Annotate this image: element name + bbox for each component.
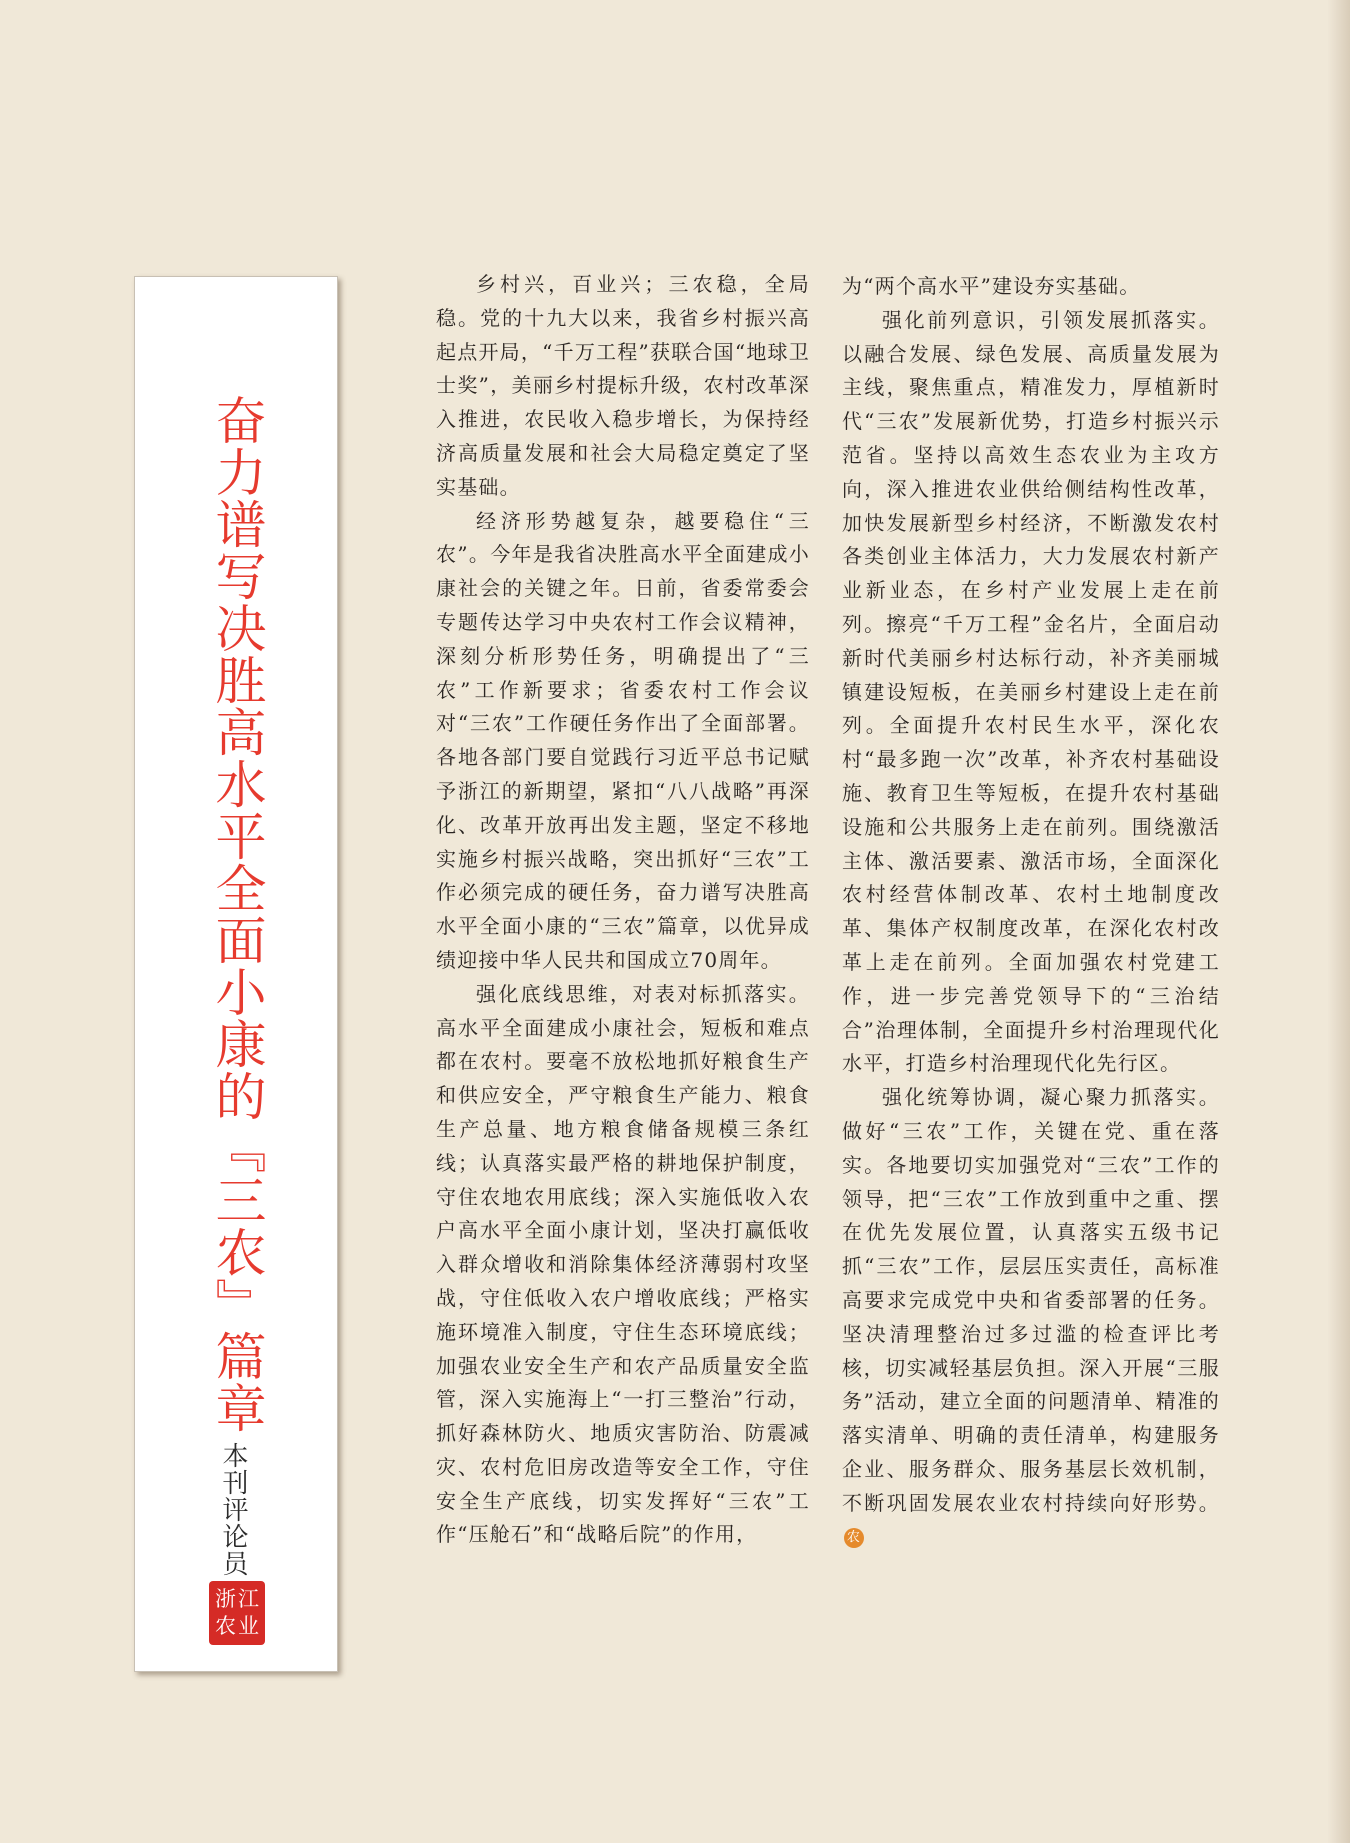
article-title: 奋力谱写决胜高水平全面小康的『三农』篇章	[206, 394, 265, 1434]
page-edge-shadow	[1328, 0, 1350, 1843]
end-mark-icon: 农	[844, 1528, 864, 1548]
paragraph: 强化底线思维，对表对标抓落实。高水平全面建成小康社会，短板和难点都在农村。要毫不放松地抓好粮食生产和供应安全，严守粮食生产能力、粮食生产总量、地方粮食储备规模三条红线；认真落实最严格的耕地保护制度，守住农地农用底线；深入实施低收入农户高水平全面小康计划，坚决打赢低收入群众增收和消除集体经济薄弱村攻坚战，守住低收入农户增收底线；严格实施环境准入制度，守住生态环境底线；加强农业安全生产和农产品质量安全监管，深入实施海上“一打三整治”行动，抓好森林防火、地质灾害防治、防震减灾、农村危旧房改造等安全工作，守住安全生产底线，切实发挥好“三农”工作“压舱石”和“战略后院”的作用，	[436, 981, 810, 1547]
byline: 本刊评论员	[218, 1442, 248, 1577]
text-column-2	[842, 270, 1220, 1554]
seal-stamp: 浙 江 农 业	[209, 1581, 265, 1645]
paragraph: 经济形势越复杂，越要稳住“三农”。今年是我省决胜高水平全面建成小康社会的关键之年。日前，省委常委会专题传达学习中央农村工作会议精神，深刻分析形势任务，明确提出了“三农”工作新要求；省委农村工作会议对“三农”工作硬任务作出了全面部署。各地各部门要自觉践行习近平总书记赋予浙江的新期望，紧扣“八八战略”再深化、改革开放再出发主题，坚定不移地实施乡村振兴战略，突出抓好“三农”工作必须完成的硬任务，奋力谱写决胜高水平全面小康的“三农”篇章，以优异成绩迎接中华人民共和国成立70周年。	[436, 508, 810, 972]
paragraph-text: 强化统筹协调，凝心聚力抓落实。做好“三农”工作，关键在党、重在落实。各地要切实加强党对“三农”工作的领导，把“三农”工作放到重中之重、摆在优先发展位置，认真落实五级书记抓“三农”工作，层层压实责任，高标准高要求完成党中央和省委部署的任务。坚决清理整治过多过滥的检查评比考核，切实减轻基层负担。深入开展“三服务”活动，建立全面的问题清单、精准的落实清单、明确的责任清单，构建服务企业、服务群众、服务基层长效机制，不断巩固发展农业农村持续向好形势。	[842, 1085, 1220, 1515]
paragraph: 乡村兴，百业兴；三农稳，全局稳。党的十九大以来，我省乡村振兴高起点开局，“千万工程”获联合国“地球卫士奖”，美丽乡村提标升级，农村改革深入推进，农民收入稳步增长，为保持经济高质量发展和社会大局稳定奠定了坚实基础。	[436, 272, 810, 499]
paragraph	[842, 1081, 1220, 1554]
paragraph: 为“两个高水平”建设夯实基础。	[842, 274, 1141, 298]
text-column-1	[436, 268, 810, 1552]
title-panel	[134, 276, 338, 1672]
paragraph: 强化前列意识，引领发展抓落实。以融合发展、绿色发展、高质量发展为主线，聚焦重点，精准发力，厚植新时代“三农”发展新优势，打造乡村振兴示范省。坚持以高效生态农业为主攻方向，深入推进农业供给侧结构性改革，加快发展新型乡村经济，不断激发农村各类创业主体活力，大力发展农村新产业新业态，在乡村产业发展上走在前列。擦亮“千万工程”金名片，全面启动新时代美丽乡村达标行动，补齐美丽城镇建设短板，在美丽乡村建设上走在前列。全面提升农村民生水平，深化农村“最多跑一次”改革，补齐农村基础设施、教育卫生等短板，在提升农村基础设施和公共服务上走在前列。围绕激活主体、激活要素、激活市场，全面深化农村经营体制改革、农村土地制度改革、集体产权制度改革，在深化农村改革上走在前列。全面加强农村党建工作，进一步完善党领导下的“三治结合”治理体制，全面提升乡村治理现代化水平，打造乡村治理现代化先行区。	[842, 307, 1220, 1076]
